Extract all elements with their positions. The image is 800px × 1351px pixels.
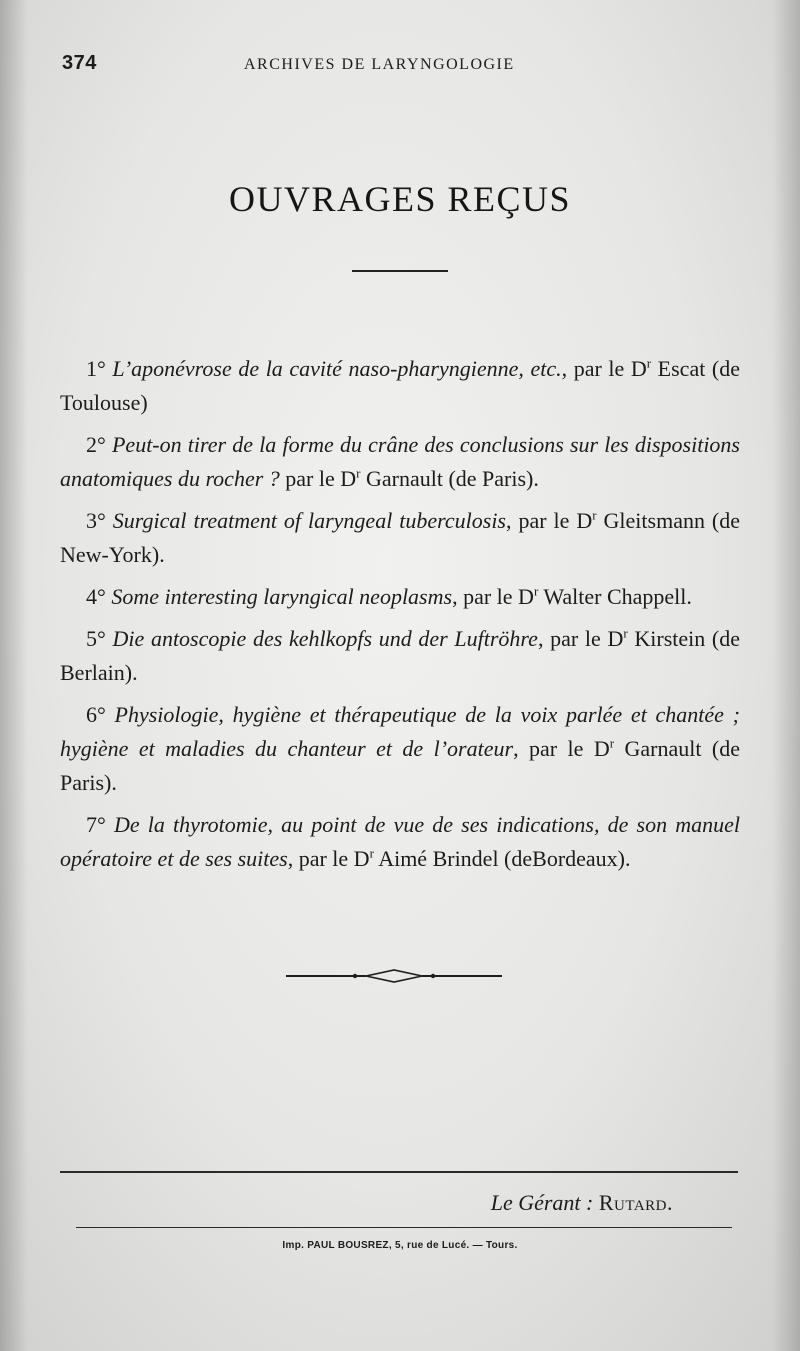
entry-number: 2° (86, 432, 106, 457)
entry-author: Walter Chappell. (538, 584, 692, 609)
entry-by: , par le D (537, 626, 624, 651)
entry-author: Garnault (de Paris). (60, 736, 741, 795)
running-head (62, 52, 760, 82)
list-item (60, 580, 740, 614)
entry-number: 3° (86, 508, 106, 533)
manager-line (0, 1190, 673, 1216)
section-title: OUVRAGES REÇUS (228, 179, 572, 219)
entry-title: Some interesting laryngical neoplasms (111, 584, 453, 609)
entry-title: Physiologie, hygiène et thérapeutique de la voix parlée et chantée ; hygiène et maladies du chanteur et de l’orateur (60, 702, 740, 761)
list-item (60, 352, 740, 420)
entry-sup: r (533, 583, 539, 599)
entry-title: De la thyrotomie, au point de vue de ses indications, de son manuel opératoire et de ses suites (60, 812, 741, 871)
footer-rule-top (60, 1171, 738, 1173)
entry-number: 1° (86, 356, 106, 381)
list-item (60, 428, 740, 496)
list-item (60, 504, 740, 572)
entry-author: Gleitsmann (de New-York). (60, 508, 741, 567)
entry-author: Garnault (de Paris). (360, 466, 539, 491)
entry-number: 5° (86, 626, 106, 651)
manager-name: Rutard. (598, 1190, 673, 1215)
footer-rule-bottom (76, 1227, 732, 1228)
page-number: 374 (62, 52, 97, 74)
entry-title: Surgical treatment of laryngeal tuberculosis (112, 508, 506, 533)
title-rule (352, 270, 448, 272)
entry-number: 6° (86, 702, 106, 727)
ornamental-rule (286, 966, 502, 986)
entry-title: L’aponévrose de la cavité naso-pharyngienne, etc. (112, 356, 562, 381)
entry-title: Peut-on tirer de la forme du crâne des conclusions sur les dispositions anatomiques du rocher ? (60, 432, 740, 491)
entry-sup: r (623, 625, 628, 641)
printer-imprint: Imp. PAUL BOUSREZ, 5, rue de Lucé. — Tours. (282, 1240, 518, 1251)
list-item (60, 808, 740, 876)
entry-by: , par le D (513, 736, 610, 761)
entry-sup: r (609, 735, 615, 751)
manager-label: Le Gérant : (490, 1190, 594, 1215)
entry-by: , par le D (287, 846, 370, 871)
entry-author: Kirstein (de Berlain). (60, 626, 741, 685)
entry-by: par le D (279, 466, 357, 491)
entry-by: , par le D (506, 508, 593, 533)
entry-title: Die antoscopie des kehlkopfs und der Luftröhre (112, 626, 538, 651)
entry-by: , par le D (452, 584, 534, 609)
entry-sup: r (646, 355, 652, 371)
entry-sup: r (592, 507, 597, 523)
entry-number: 4° (86, 584, 106, 609)
entry-sup: r (369, 845, 374, 861)
list-item (60, 622, 740, 690)
entry-author: Aimé Brindel (deBordeaux). (373, 846, 631, 871)
entries-list (60, 352, 740, 884)
list-item (60, 698, 740, 800)
entry-sup: r (356, 465, 361, 481)
journal-title: ARCHIVES DE LARYNGOLOGIE (244, 56, 515, 73)
entry-author: Escat (de Toulouse) (60, 356, 741, 415)
entry-by: , par le D (561, 356, 647, 381)
entry-number: 7° (86, 812, 106, 837)
